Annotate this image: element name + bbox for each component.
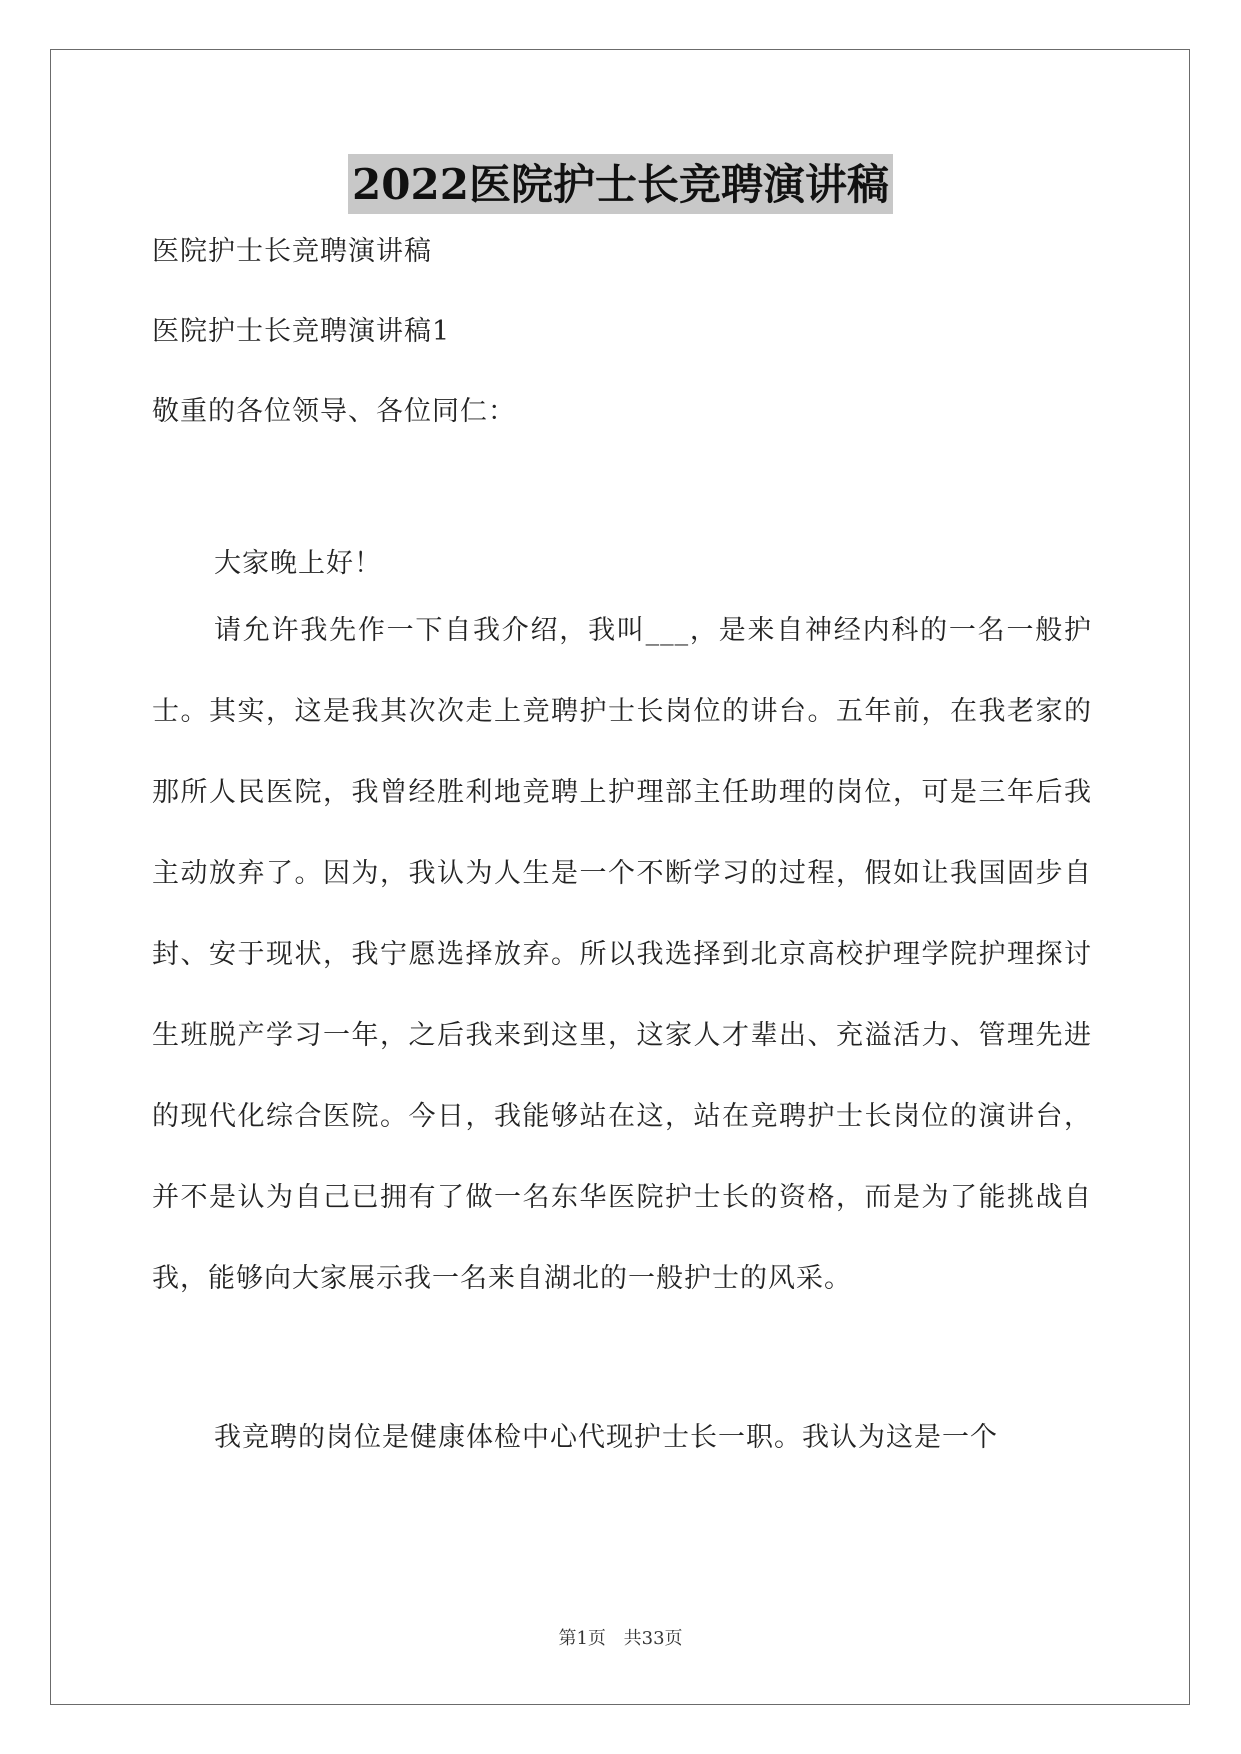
- page-total: 共33页: [623, 1628, 683, 1649]
- document-title: 2022医院护士长竞聘演讲稿: [348, 154, 893, 214]
- page-footer: [0, 1624, 1241, 1650]
- subtitle-2: 医院护士长竞聘演讲稿1: [152, 316, 451, 347]
- subtitle-1: 医院护士长竞聘演讲稿: [152, 236, 432, 267]
- title-wrapper: [0, 154, 1241, 214]
- salutation: 敬重的各位领导、各位同仁：: [152, 396, 516, 427]
- body-paragraph-2: 我竞聘的岗位是健康体检中心代现护士长一职。我认为这是一个: [214, 1422, 998, 1453]
- page-number: 第1页: [558, 1628, 606, 1649]
- greeting: 大家晚上好！: [214, 548, 382, 579]
- body-paragraph-1: 请允许我先作一下自我介绍，我叫___，是来自神经内科的一名一般护士。其实，这是我其次次走上竞聘护士长岗位的讲台。五年前，在我老家的那所人民医院，我曾经胜利地竞聘上护理部主任助理的岗位，可是三年后我主动放弃了。因为，我认为人生是一个不断学习的过程，假如让我国固步自封、安于现状，我宁愿选择放弃。所以我选择到北京高校护理学院护理探讨生班脱产学习一年，之后我来到这里，这家人才辈出、充溢活力、管理先进的现代化综合医院。今日，我能够站在这，站在竞聘护士长岗位的演讲台，并不是认为自己已拥有了做一名东华医院护士长的资格，而是为了能挑战自我，能够向大家展示我一名来自湖北的一般护士的风采。: [152, 615, 1092, 1294]
